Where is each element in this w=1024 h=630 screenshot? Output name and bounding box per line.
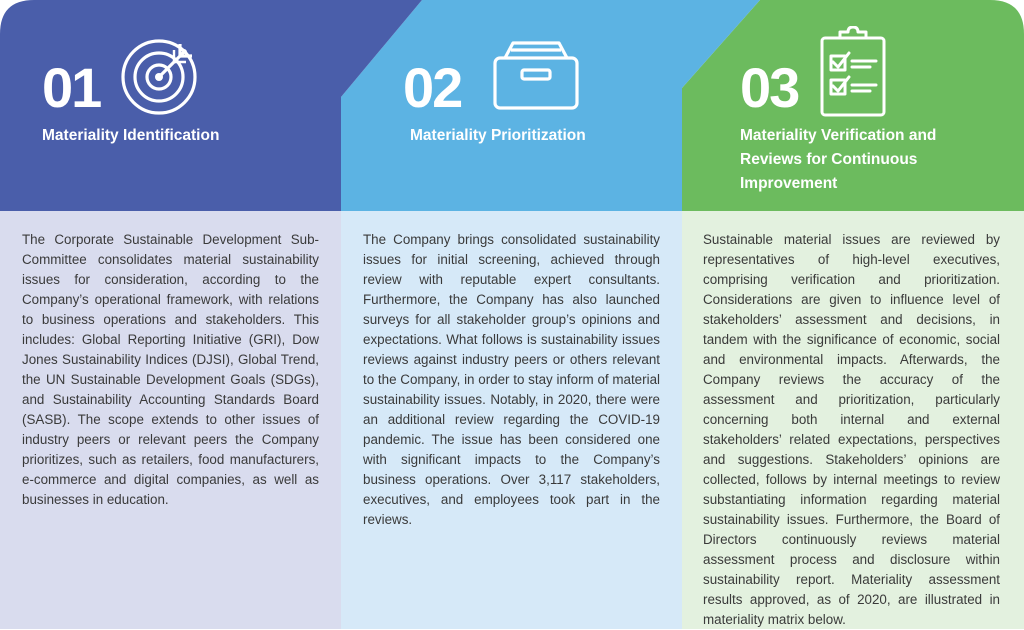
panel-1-body: The Corporate Sustainable Development Sub-Committee consolidates material sustainability issues for consideration, according to the Company’s operational framework, with relations to business operations and stakeholders. This includes: Global Reporting Initiative (GRI), Dow Jones Sustainability Indices (DJSI), Global Trend, the UN Sustainable Development Goals (SDGs), and Sustainability Accounting Standards Board (SASB). The scope extends to other issues of industry peers or relevant peers the Company prioritizes, such as retailers, food manufacturers, e-commerce and digital companies, as well as businesses in education. <box>22 232 319 507</box>
checklist-clipboard-icon <box>818 26 888 118</box>
panel-2-body: The Company brings consolidated sustainability issues for initial screening, achieved through review with reputable expert consultants. Furthermore, the Company has also launched surveys for all stakeholder group’s opinions and expectations. What follows is sustainability issues reviews against industry peers or others relevant to the Company, in order to stay inform of material sustainability issues. Notably, in 2020, there were an additional review regarding the COVID-19 pandemic. The issue has been considered one with significant impacts to the Company’s business operations. Over 3,117 stakeholders, executives, and employees took part in the reviews. <box>363 232 660 527</box>
panel-1-number: 01 <box>42 56 101 119</box>
panel-3-number: 03 <box>740 56 799 119</box>
filing-drawer-icon <box>491 40 581 112</box>
target-icon <box>114 32 204 116</box>
panel-3-title: Materiality Verification and Reviews for Continuous Improvement <box>740 127 937 192</box>
panel-1-title: Materiality Identification <box>42 127 220 144</box>
panel-3-body: Sustainable material issues are reviewed by representatives of high-level executives, comprising verification and prioritization. Considerations are given to influence level of stakeholders’ assessment and decisions, in tandem with the significance of economic, social and environmental impacts. Afterwards, the Company reviews the accuracy of the assessment and prioritization, particularly concerning both internal and external stakeholders’ related expectations, perspectives and suggestions. Stakeholders’ opinions are collected, follows by internal meetings to review substantiating information regarding material sustainability issues. Furthermore, the Board of Directors continuously reviews material assessment process and disclosure within sustainability report. Materiality assessment results approved, as of 2020, are illustrated in materiality matrix below. <box>703 232 1000 627</box>
panel-2-number: 02 <box>403 56 462 119</box>
panel-2-title: Materiality Prioritization <box>410 127 586 144</box>
